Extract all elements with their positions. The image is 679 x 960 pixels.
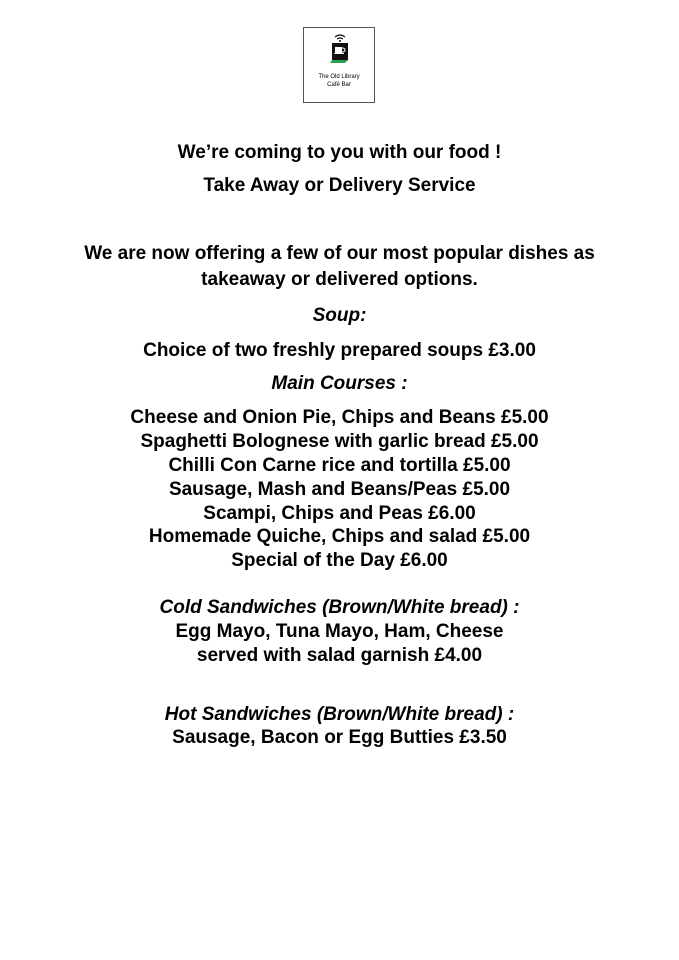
menu-item: Scampi, Chips and Peas £6.00 [203, 503, 476, 524]
intro-line-1: We are now offering a few of our most popular dishes as [84, 243, 595, 264]
menu-item: Choice of two freshly prepared soups £3.00 [143, 340, 536, 361]
coffee-cup-wifi-icon [327, 32, 353, 64]
menu-item: Sausage, Bacon or Egg Butties £3.50 [172, 727, 507, 748]
menu-item: Special of the Day £6.00 [231, 550, 448, 571]
logo-name-line2: Café Bar [327, 82, 351, 88]
soup-heading: Soup: [312, 305, 367, 326]
menu-item: Egg Mayo, Tuna Mayo, Ham, Cheese [175, 621, 504, 642]
hot-sandwiches-heading: Hot Sandwiches (Brown/White bread) : [164, 704, 515, 725]
menu-item: Spaghetti Bolognese with garlic bread £5.00 [140, 431, 539, 452]
menu-item: served with salad garnish £4.00 [196, 645, 483, 666]
cafe-logo [303, 27, 375, 103]
headline: We’re coming to you with our food ! [177, 142, 502, 163]
subheadline: Take Away or Delivery Service [203, 175, 476, 196]
main-courses-heading: Main Courses : [271, 373, 408, 394]
logo-name-line1: The Old Library [318, 74, 360, 80]
intro-line-2: takeaway or delivered options. [201, 269, 478, 290]
menu-item: Chilli Con Carne rice and tortilla £5.00 [168, 455, 511, 476]
menu-item: Sausage, Mash and Beans/Peas £5.00 [168, 479, 511, 500]
menu-item: Cheese and Onion Pie, Chips and Beans £5.00 [130, 407, 549, 428]
menu-item: Homemade Quiche, Chips and salad £5.00 [148, 526, 531, 547]
cold-sandwiches-heading: Cold Sandwiches (Brown/White bread) : [159, 597, 520, 618]
